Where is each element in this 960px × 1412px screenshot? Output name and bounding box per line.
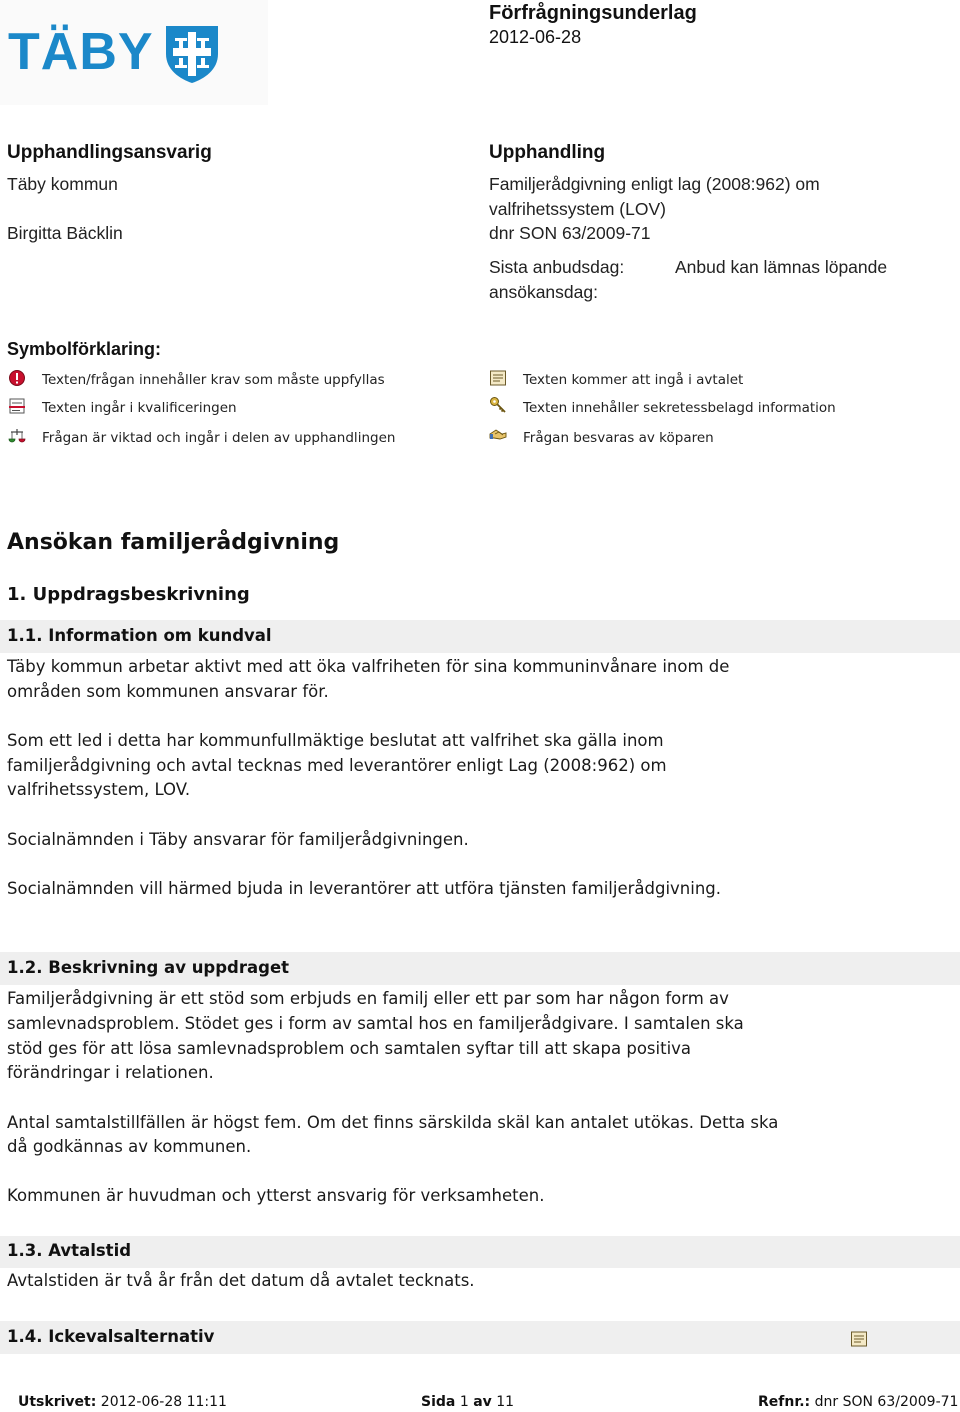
contract-icon [850,1330,868,1348]
paragraph-line: Kommunen är huvudman och ytterst ansvarig för verksamheten. [7,1186,545,1205]
logo-wordmark: TÄBY [8,23,154,81]
requirement-icon [8,369,26,387]
legend-item-label: Texten kommer att ingå i avtalet [523,372,744,388]
document-type: Förfrågningsunderlag [489,2,697,24]
legend-item-label: Texten innehåller sekretessbelagd information [523,400,836,416]
procurement-name-line2: valfrihetssystem (LOV) [489,199,666,219]
paragraph-line: förändringar i relationen. [7,1063,214,1082]
paragraph-line: Antal samtalstillfällen är högst fem. Om det finns särskilda skäl kan antalet utökas. Detta ska [7,1113,779,1132]
section-band [0,1236,960,1268]
subsection-title: 1.2. Beskrivning av uppdraget [7,958,290,977]
paragraph-line: Täby kommun arbetar aktivt med att öka valfriheten för sina kommuninvånare inom de [7,657,730,676]
footer-printed-value: 2012-06-28 11:11 [100,1394,227,1410]
document-date: 2012-06-28 [489,27,582,47]
section-title: 1. Uppdragsbeskrivning [7,584,250,605]
footer-page-of: av [473,1394,492,1410]
footer-page-total: 11 [496,1394,515,1410]
paragraph-line: stöd ges för att lösa samlevnadsproblem och samtalen syftar till att skapa positiva [7,1039,692,1058]
legend-title: Symbolförklaring: [7,339,162,359]
paragraph-line: samlevnadsproblem. Stödet ges i form av samtal hos en familjerådgivare. I samtalen ska [7,1014,744,1033]
main-title: Ansökan familjerådgivning [7,530,340,555]
deadline-value: Anbud kan lämnas löpande [675,257,888,277]
legend-item-label: Texten ingår i kvalificeringen [42,400,237,416]
deadline-label-line1: Sista anbudsdag: [489,257,625,277]
paragraph-line: områden som kommunen ansvarar för. [7,682,329,701]
key-icon [489,396,507,414]
legend-item-label: Frågan besvaras av köparen [523,430,714,446]
footer-ref-value: dnr SON 63/2009-71 [814,1394,959,1410]
logo-shield-icon [164,24,220,84]
procurement-name-line1: Familjerådgivning enligt lag (2008:962) om [489,174,820,194]
footer-ref [758,1394,958,1410]
weighted-icon [8,427,26,445]
procurement-heading: Upphandling [489,142,606,163]
footer-page-label: Sida [421,1394,456,1410]
paragraph-line: Avtalstiden är två år från det datum då avtalet tecknats. [7,1271,475,1290]
procurement-ref: dnr SON 63/2009-71 [489,223,651,243]
footer-ref-label: Refnr.: [758,1394,811,1410]
footer-page-current: 1 [459,1394,469,1410]
responsible-heading: Upphandlingsansvarig [7,142,212,163]
legend-item-label: Texten/frågan innehåller krav som måste uppfyllas [42,372,385,388]
paragraph-line: valfrihetssystem, LOV. [7,780,191,799]
deadline-label-line2: ansökansdag: [489,282,598,302]
legend-item-label: Frågan är viktad och ingår i delen av upphandlingen [42,430,396,446]
paragraph-line: Som ett led i detta har kommunfullmäktige beslutat att valfrihet ska gälla inom [7,731,664,750]
subsection-title: 1.3. Avtalstid [7,1241,132,1260]
paragraph-line: Socialnämnden i Täby ansvarar för familjerådgivningen. [7,830,469,849]
footer-printed-label: Utskrivet: [18,1394,97,1410]
responsible-org: Täby kommun [7,174,118,194]
subsection-title: 1.4. Ickevalsalternativ [7,1327,215,1346]
subsection-title: 1.1. Information om kundval [7,626,272,645]
buyer-answers-icon [489,426,507,444]
paragraph-line: då godkännas av kommunen. [7,1137,252,1156]
contract-icon [489,369,507,387]
responsible-person: Birgitta Bäcklin [7,223,123,243]
footer-page [421,1394,514,1410]
footer-printed [18,1394,227,1410]
paragraph-line: Familjerådgivning är ett stöd som erbjuds en familj eller ett par som har någon form av [7,989,729,1008]
qualification-icon [8,397,26,415]
paragraph-line: familjerådgivning och avtal tecknas med leverantörer enligt Lag (2008:962) om [7,756,667,775]
paragraph-line: Socialnämnden vill härmed bjuda in leverantörer att utföra tjänsten familjerådgivning. [7,879,722,898]
